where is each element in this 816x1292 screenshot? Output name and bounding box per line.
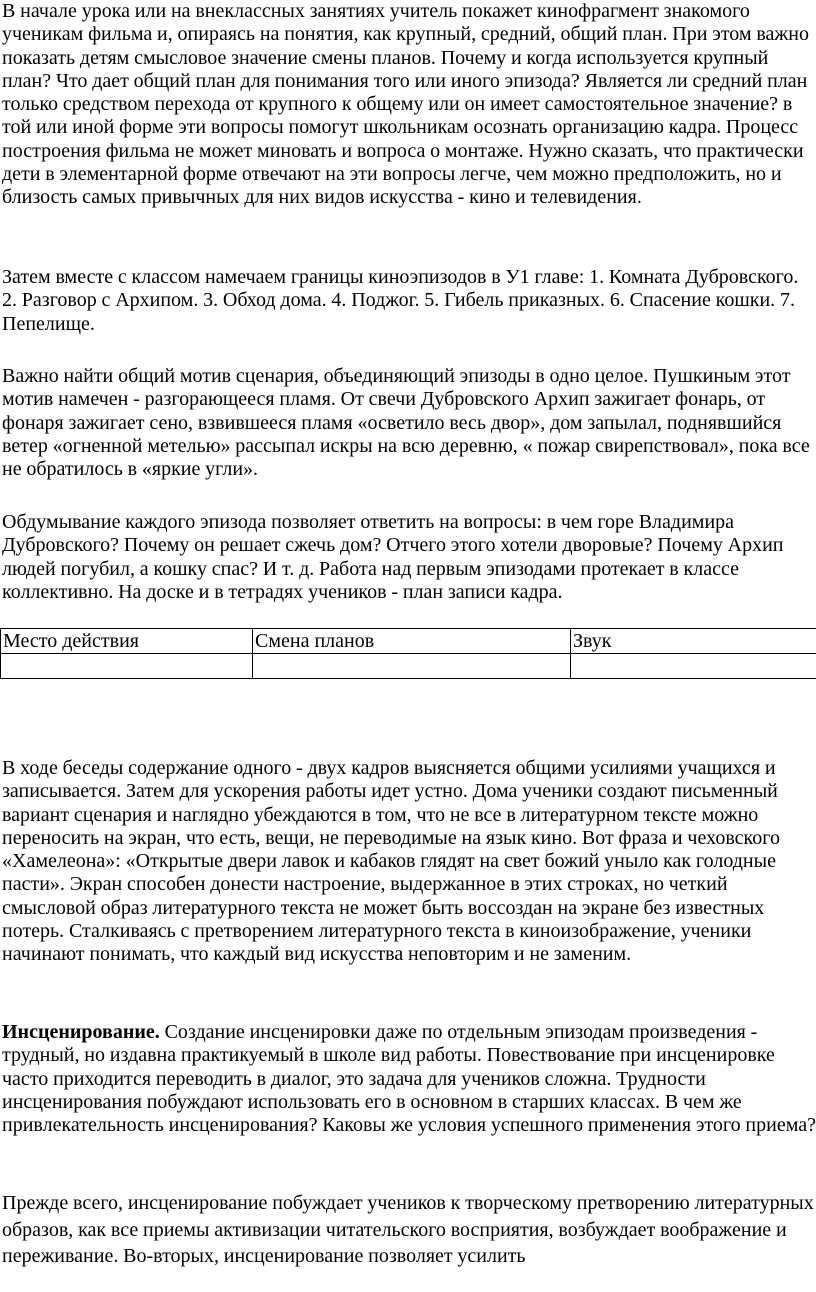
table-cell (253, 654, 571, 679)
paragraph-benefits: Прежде всего, инсценирование побуждает учеников к творческому претворению литературных образов, как все приемы активизации читательского восприятия, возбуждает воображение и переживание. Во-вторых, инсценирование позволяет усилить (2, 1192, 814, 1267)
table-header-row (1, 629, 816, 654)
table-cell (571, 654, 816, 679)
table-header-shot-change: Смена планов (253, 629, 571, 654)
table-header-sound: Звук (571, 629, 816, 654)
shot-plan-table (0, 628, 816, 679)
paragraph-intro: В начале урока или на внеклассных занятиях учитель покажет кинофрагмент знакомого ученикам фильма и, опираясь на понятия, как крупный, средний, общий план. При этом важно показать детям смысловое значение смены планов. Почему и когда используется крупный план? Что дает общий план для понимания того или иного эпизода? Является ли средний план только средством перехода от крупного к общему или он имеет самостоятельное значение? в той или иной форме эти вопросы помогут школьникам осознать организацию кадра. Процесс построения фильма не может миновать и вопроса о монтаже. Нужно сказать, что практически дети в элементарной форме отвечают на эти вопросы легче, чем можно предположить, но и близость самых привычных для них видов искусства - кино и телевидения. (2, 0, 809, 209)
paragraph-discussion: В ходе беседы содержание одного - двух кадров выясняется общими усилиями учащихся и записывается. Затем для ускорения работы идет устно. Дома ученики создают письменный вариант сценария и наглядно убеждаются в том, что не все в литературном тексте можно переносить на экран, что есть, вещи, не переводимые на язык кино. Вот фраза и чеховского «Хамелеона»: «Открытые двери лавок и кабаков глядят на свет божий уныло как голодные пасти». Экран способен донести настроение, выдержанное в этих строках, но четкий смысловой образ литературного текста не может быть воссоздан на экране без известных потерь. Сталкиваясь с претворением литературного текста в киноизображение, ученики начинают понимать, что каждый вид искусства неповторим и не заменим. (2, 757, 780, 966)
paragraph-episodes: Затем вместе с классом намечаем границы киноэпизодов в У1 главе: 1. Комната Дубровского. 2. Разговор с Архипом. 3. Обход дома. 4. Поджог. 5. Гибель приказных. 6. Спасение кошки. 7. Пепелище. (2, 266, 799, 335)
paragraph-staging-text: Создание инсценировки даже по отдельным эпизодам произведения - трудный, но издавна практикуемый в школе вид работы. Повествование при инсценировке часто приходится переводить в диалог, это задача для учеников сложна. Трудности инсценирования побуждают использовать его в основном в старших классах. В чем же привлекательность инсценирования? Каковы же условия успешного применения этого приема? (2, 1021, 816, 1137)
table-row (1, 654, 816, 679)
table-cell (1, 654, 253, 679)
table-header-location: Место действия (1, 629, 253, 654)
paragraph-staging (2, 1021, 816, 1137)
paragraph-motif: Важно найти общий мотив сценария, объединяющий эпизоды в одно целое. Пушкиным этот мотив намечен - разгорающееся пламя. От свечи Дубровского Архип зажигает фонарь, от фонаря зажигает сено, взвившееся пламя «осветило весь двор», дом запылал, поднявшийся ветер «огненной метелью» рассыпал искры на всю деревню, « пожар свирепствовал», пока все не обратилось в «яркие угли». (2, 365, 810, 481)
section-heading-staging: Инсценирование. (2, 1021, 160, 1043)
paragraph-questions: Обдумывание каждого эпизода позволяет ответить на вопросы: в чем горе Владимира Дубровского? Почему он решает сжечь дом? Отчего этого хотели дворовые? Почему Архип людей погубил, а кошку спас? И т. д. Работа над первым эпизодами протекает в классе коллективно. На доске и в тетрадях учеников - план записи кадра. (2, 511, 784, 603)
